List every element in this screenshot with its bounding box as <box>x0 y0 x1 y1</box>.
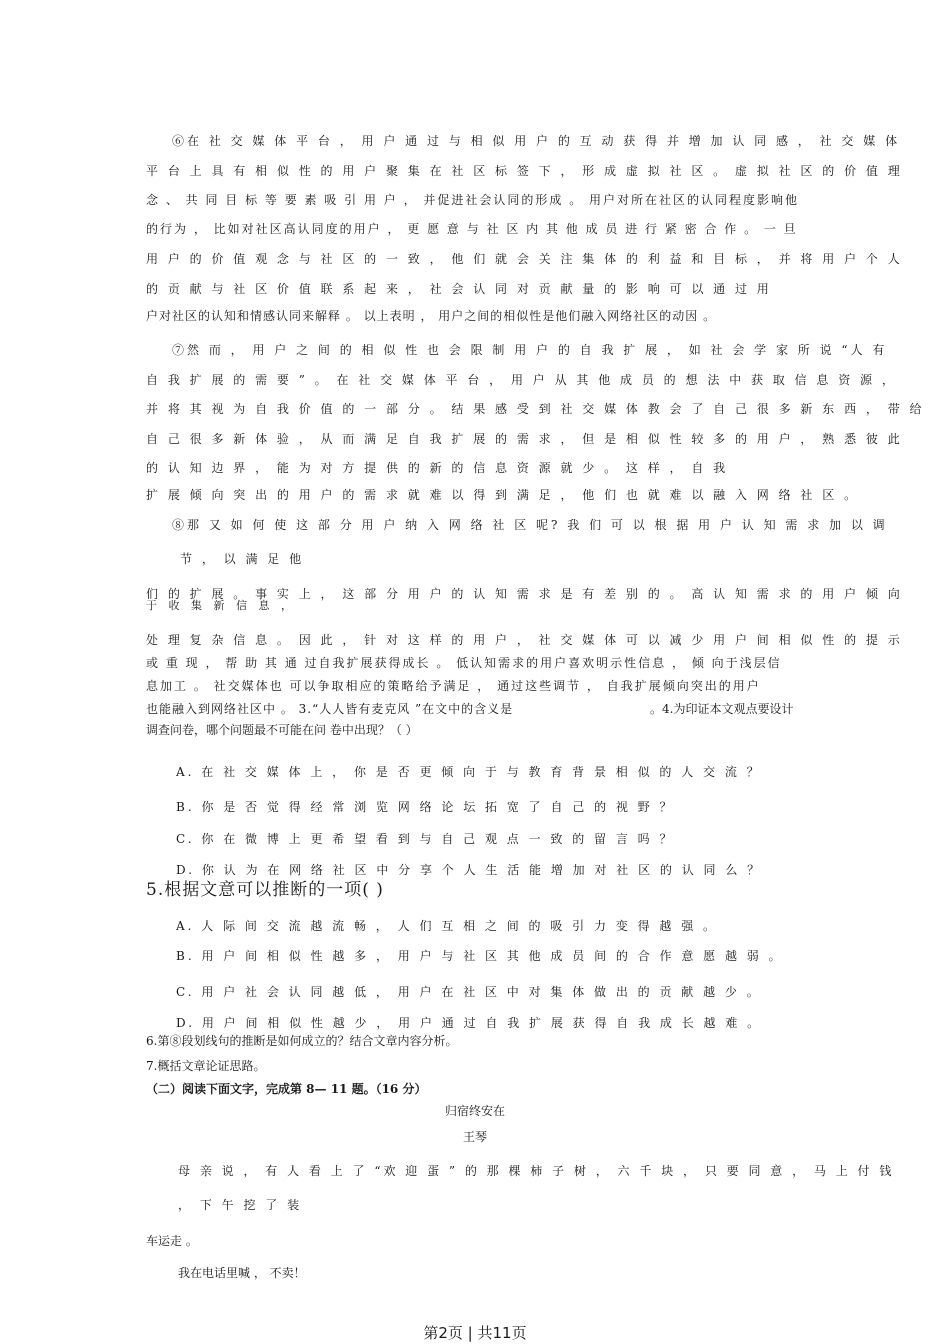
para6-line-3: 念 、 共 同 目 标 等 要 素 吸 引 用 户 ， 并促进社会认同的形成 。 用户对所在社区的认同程度影响他 <box>146 193 800 207</box>
para8-line-3a: 们 的 扩 展 。 事 实 上 ， 这 部 分 用 户 的 认 知 需 求 是 有 差 别 的 。 高 认 知 需 求 的 用 户 倾 向 <box>146 587 903 601</box>
para6-line-5: 用 户 的 价 值 观 念 与 社 区 的 一 致 ， 他 们 就 会 关 注 集 体 的 利 益 和 目 标 ， 并 将 用 户 个 人 <box>146 252 903 266</box>
para8-line-3b: 于 收 集 新 信 息 ， <box>146 599 296 612</box>
q5-option-c: C. 用 户 社 会 认 同 越 低 ， 用 户 在 社 区 中 对 集 体 做 出 的 贡 献 越 少 。 <box>176 985 762 999</box>
para8-line-8: 调查问卷，哪个问题最不可能在问 卷中出现？（ ） <box>146 723 418 737</box>
para6-line-4: 的行为 ， 比如对社区高认同度的用户 ， 更 愿 意 与 社 区 内 其 他 成 员 进 行 紧 密 合 作 。 一 旦 <box>146 222 798 236</box>
page-footer: 第2页 | 共11页 <box>423 1324 527 1342</box>
para8-line-1: ⑧那 又 如 何 使 这 部 分 用 户 纳 入 网 络 社 区 呢? 我 们 可 以 根 据 用 户 认 知 需 求 加 以 调 <box>172 518 888 532</box>
para8-line-2: 节 ， 以 满 足 他 <box>180 552 305 566</box>
para8-line-7b: 。4.为印证本文观点要设计 <box>650 702 794 716</box>
section2-heading: （二）阅读下面文字，完成第 8— 11 题。（16 分） <box>146 1082 427 1096</box>
q4-option-b: B. 你 是 否 觉 得 经 常 浏 览 网 络 论 坛 拓 宽 了 自 己 的 视 野 ？ <box>176 800 675 814</box>
para6-line-2: 平 台 上 具 有 相 似 性 的 用 户 聚 集 在 社 区 标 签 下 ， 形 成 虚 拟 社 区 。 虚 拟 社 区 的 价 值 理 <box>146 164 903 178</box>
q4-option-d: D. 你 认 为 在 网 络 社 区 中 分 享 个 人 生 活 能 增 加 对 社 区 的 认 同 么 ？ <box>176 863 763 877</box>
q5-option-d: D. 用 户 间 相 似 性 越 少 ， 用 户 通 过 自 我 扩 展 获 得 自 我 成 长 越 难 。 <box>176 1016 763 1030</box>
para7-line-2: 自 我 扩 展 的 需 要 ” 。 在 社 交 媒 体 平 台 ， 用 户 从 其 他 成 员 的 想 法 中 获 取 信 息 资 源 ， <box>146 373 897 387</box>
story-line-4: 我在电话里喊 ， 不卖！ <box>178 1266 306 1280</box>
para7-line-6: 扩 展 倾 向 突 出 的 用 户 的 需 求 就 难 以 得 到 满 足 ， 他 们 也 就 难 以 融 入 网 络 社 区 。 <box>146 488 860 502</box>
para8-line-4: 处 理 复 杂 信 息 。 因 此 ， 针 对 这 样 的 用 户 ， 社 交 媒 体 可 以 减 少 用 户 间 相 似 性 的 提 示 <box>146 633 903 647</box>
q5-option-b: B. 用 户 间 相 似 性 越 多 ， 用 户 与 社 区 其 他 成 员 间 的 合 作 意 愿 越 弱 。 <box>176 949 784 963</box>
q5-option-a: A. 人 际 间 交 流 越 流 畅 ， 人 们 互 相 之 间 的 吸 引 力 变 得 越 强 。 <box>176 919 719 933</box>
story-line-1: 母 亲 说 ， 有 人 看 上 了 “欢 迎 蛋 ” 的 那 棵 柿 子 树 ， 六 千 块 ， 只 要 同 意 ， 马 上 付 钱 <box>178 1164 895 1178</box>
q7-text: 7.概括文章论证思路。 <box>146 1059 266 1073</box>
para8-line-6: 息加工 。 社交媒体也 可以争取相应的策略给予满足 ， 通过这些调节 ， 自我扩展倾向突出的用户 <box>146 679 761 693</box>
para7-line-4: 自 己 很 多 新 体 验 ， 从 而 满 足 自 我 扩 展 的 需 求 ， 但 是 相 似 性 较 多 的 用 户 ， 熟 悉 彼 此 <box>146 432 903 446</box>
para8-line-5: 或 重 现 ， 帮 助 其 通 过自我扩展获得成长 。 低认知需求的用户喜欢明示性信息 ， 倾 向于浅层信 <box>146 656 782 670</box>
story-line-2: ， 下 午 挖 了 装 <box>178 1198 303 1212</box>
para7-line-3: 并 将 其 视 为 自 我 价 值 的 一 部 分 。 结 果 感 受 到 社 交 媒 体 教 会 了 自 己 很 多 新 东 西 ， 带 给 <box>146 402 925 416</box>
q6-text: 6.第⑧段划线句的推断是如何成立的？结合文章内容分析。 <box>146 1034 458 1048</box>
para8-line-7a: 也能融入到网络社区中 。 3.“人人皆有麦克风 ”在文中的含义是 <box>146 702 514 716</box>
story-title: 归宿终安在 <box>444 1104 505 1118</box>
para7-line-1: ⑦然 而 ， 用 户 之 间 的 相 似 性 也 会 限 制 用 户 的 自 我 扩 展 ， 如 社 会 学 家 所 说 “人 有 <box>172 343 888 357</box>
q4-option-a: A. 在 社 交 媒 体 上 ， 你 是 否 更 倾 向 于 与 教 育 背 景 相 似 的 人 交 流 ？ <box>176 765 762 779</box>
para7-line-5: 的 认 知 边 界 ， 能 为 对 方 提 供 的 新 的 信 息 资 源 就 少 。 这 样 ， 自 我 <box>146 461 729 475</box>
story-line-3: 车运走 。 <box>146 1234 198 1248</box>
story-author: 王琴 <box>462 1130 487 1144</box>
q5-title: 5.根据文意可以推断的一项( ) <box>146 880 384 900</box>
para6-line-6: 的 贡 献 与 社 区 价 值 联 系 起 来 ， 社 会 认 同 对 贡 献 量 的 影 响 可 以 通 过 用 <box>146 282 772 296</box>
para6-line-7: 户对社区的认知和情感认同来解释 。 以上表明 ， 用户之间的相似性是他们融入网络社区的动因 。 <box>146 309 717 323</box>
para6-line-1: ⑥在 社 交 媒 体 平 台 ， 用 户 通 过 与 相 似 用 户 的 互 动 获 得 并 增 加 认 同 感 ， 社 交 媒 体 <box>172 134 901 148</box>
q4-option-c: C. 你 在 微 博 上 更 希 望 看 到 与 自 己 观 点 一 致 的 留 言 吗 ？ <box>176 832 675 846</box>
